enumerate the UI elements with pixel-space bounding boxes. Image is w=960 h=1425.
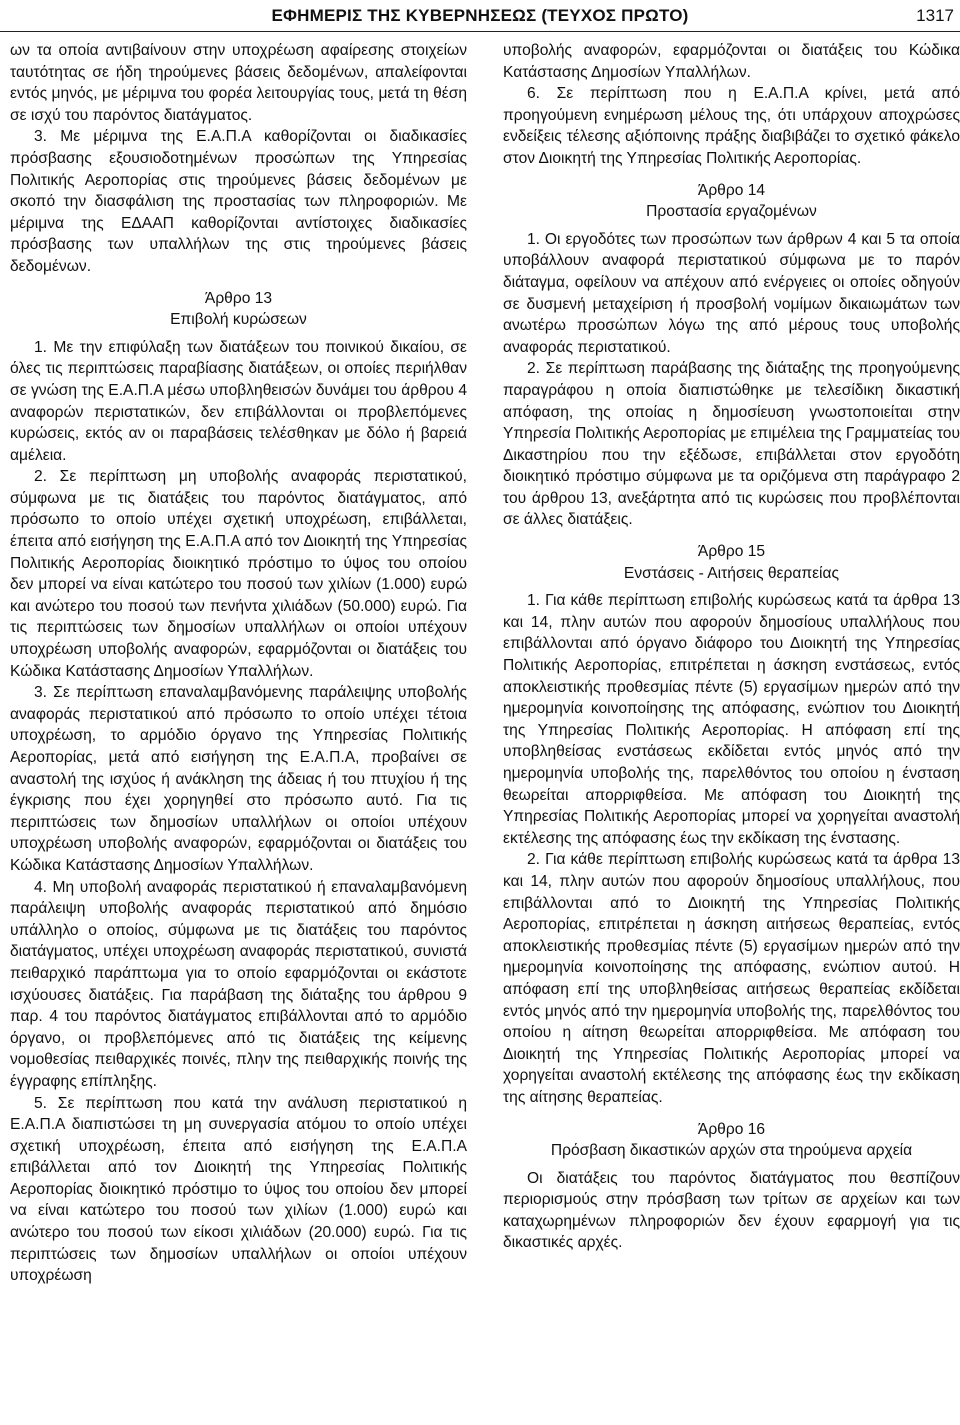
right-column	[503, 40, 960, 1422]
article-title: Προστασία εργαζομένων	[646, 203, 817, 221]
article-heading: Άρθρο 15	[697, 543, 766, 561]
article-heading: Άρθρο 13	[204, 289, 273, 307]
paragraph: 4. Μη υποβολή αναφοράς περιστατικού ή επαναλαμβανόμενη παράλειψη υποβολής αναφοράς περιστατικού από δημόσιο υπάλληλο ο οποίος, σύμφωνα με τις διατάξεις του παρόντος διατάγματος, υπέχει υποχρέωση αναφοράς περιστατικού, συνιστά πειθαρχικό παράπτωμα για το οποίο εφαρμόζονται οι εκάστοτε ισχύουσες διατάξεις. Για παράβαση της διάταξης του άρθρου 9 παρ. 4 του παρόντος διατάγματος επιβάλλονται από το αρμόδιο όργανο, οι προβλεπόμενες από τις διατάξεις της κείμενης νομοθεσίας πειθαρχικές ποινές, πλην της πειθαρχικής ποινής της έγγραφης επίπληξης.	[10, 878, 467, 1090]
article-title: Ενστάσεις - Αιτήσεις θεραπείας	[623, 564, 840, 582]
paragraph: Οι διατάξεις του παρόντος διατάγματος που θεσπίζουν περιορισμούς στην πρόσβαση των τρίτων σε αρχείων και των καταχωρημένων πληροφοριών δεν έχουν εφαρμογή για τις δικαστικές αρχές.	[503, 1169, 960, 1252]
page-number: 1317	[916, 6, 954, 25]
paragraph: 6. Σε περίπτωση που η Ε.Α.Π.Α κρίνει, μετά από προηγούμενη ενημέρωση μέλους της, ότι υπάρχουν αποχρώσες ενδείξεις τέλεσης αξιόποινης πράξης διαβιβάζει το σχετικό φάκελο στον Διοικητή της Υπηρεσίας Πολιτικής Αεροπορίας.	[503, 85, 960, 167]
article-heading: Άρθρο 14	[697, 181, 766, 199]
gazette-title: ΕΦΗΜΕΡΙΣ ΤΗΣ ΚΥΒΕΡΝΗΣΕΩΣ (ΤΕΥΧΟΣ ΠΡΩΤΟ)	[271, 6, 689, 25]
paragraph: 1. Οι εργοδότες των προσώπων των άρθρων 4 και 5 τα οποία υποβάλλουν αναφορά περιστατικού σύμφωνα με το παρόν διάταγμα, οφείλουν να απέχουν από ενέργειες οι οποίες οδηγούν σε δυσμενή μεταχείριση ή προσβολή νομίμων δικαιωμάτων των ανωτέρω προσώπων λόγω της από μέρους τους υποβολής αναφοράς περιστατικού.	[503, 230, 960, 356]
article-heading: Άρθρο 16	[697, 1120, 766, 1138]
paragraph: 1. Για κάθε περίπτωση επιβολής κυρώσεως κατά τα άρθρα 13 και 14, πλην αυτών που αφορούν δημοσίους υπαλλήλους που επιβάλλονται από όργανο διάφορο του Διοικητή της Υπηρεσίας Πολιτικής Αεροπορίας, επιτρέπεται η άσκηση ενστάσεως, εντός αποκλειστικής προθεσμίας πέντε (5) εργασίμων ημερών από την ημερομηνία κοινοποίησης της απόφασης, ενώπιον του Διοικητή της Υπηρεσίας Πολιτικής Αεροπορίας. Η απόφαση επί της υποβληθείσας ενστάσεως εκδίδεται εντός μηνός από την ημερομηνία υποβολής της, παρελθόντος του οποίου η ένσταση θεωρείται απορριφθείσα. Με απόφαση του Διοικητή της Υπηρεσίας Πολιτικής Αεροπορίας μπορεί να χορηγείται αναστολή εκτέλεσης της απόφασης έως την εκδίκαση της ένστασης.	[503, 592, 960, 847]
continued-paragraph: ων τα οποία αντιβαίνουν στην υποχρέωση αφαίρεσης στοιχείων ταυτότητας σε ήδη τηρούμενες βάσεις δεδομένων, απαλείφονται εντός μηνός, με μέριμνα του φορέα λειτουργίας τους, μετά τη θέση σε ισχύ του παρόντος διατάγματος.	[10, 42, 467, 124]
paragraph: 2. Για κάθε περίπτωση επιβολής κυρώσεως κατά τα άρθρα 13 και 14, πλην αυτών που αφορούν δημοσίους υπαλλήλους, που επιβάλλονται από το Διοικητή της Υπηρεσίας Πολιτικής Αεροπορίας, επιτρέπεται η άσκηση αιτήσεως θεραπείας, εντός αποκλειστικής προθεσμίας πέντε (5) εργασίμων ημερών από την ημερομηνία κοινοποίησης της απόφασης, ενώπιον αυτού. Η απόφαση επί της υποβληθείσας αιτήσεως θεραπείας εκδίδεται εντός μηνός από την ημερομηνία υποβολής της, παρελθόντος του οποίου η αίτηση θεωρείται απορριφθείσα. Με απόφαση του Διοικητή της Υπηρεσίας Πολιτικής Αεροπορίας μπορεί να χορηγείται αναστολή εκτέλεσης της απόφασης έως την εκδίκαση της αίτησης θεραπείας.	[503, 851, 960, 1106]
left-column	[10, 40, 467, 1422]
article-title: Επιβολή κυρώσεων	[170, 311, 307, 329]
header-divider	[0, 31, 960, 32]
paragraph: 3. Με μέριμνα της Ε.Α.Π.Α καθορίζονται οι διαδικασίες πρόσβασης εξουσιοδοτημένων προσώπων της Υπηρεσίας Πολιτικής Αεροπορίας στις τηρούμενες βάσεις δεδομένων με σκοπό την διασφάλιση της προστασίας των πληροφοριών. Με μέριμνα της ΕΔΑΑΠ καθορίζονται αντίστοιχες διαδικασίες πρόσβασης των υπαλλήλων της στις τηρούμενες βάσεις δεδομένων.	[10, 128, 467, 275]
paragraph: 2. Σε περίπτωση μη υποβολής αναφοράς περιστατικού, σύμφωνα με τις διατάξεις του παρόντος διατάγματος, από πρόσωπο το οποίο υπέχει σχετική υποχρέωση, επιβάλλεται, έπειτα από εισήγηση της Ε.Α.Π.Α από τον Διοικητή της Υπηρεσίας Πολιτικής Αεροπορίας διοικητικό πρόστιμο το ύψος του οποίου δεν μπορεί να είναι κατώτερο του ποσού των χιλίων (1.000) ευρώ και ανώτερο του ποσού των πενήντα χιλιάδων (50.000) ευρώ. Για τις περιπτώσεις των δημοσίων υπαλλήλων οι οποίοι υπέχουν υποχρέωση υποβολής αναφορών, εφαρμόζονται οι διατάξεις του Κώδικα Κατάστασης Δημοσίων Υπαλλήλων.	[10, 468, 467, 680]
article-title: Πρόσβαση δικαστικών αρχών στα τηρούμενα αρχεία	[550, 1142, 913, 1160]
paragraph: 1. Με την επιφύλαξη των διατάξεων του ποινικού δικαίου, σε όλες τις περιπτώσεις παραβίασης διατάξεων, οι οποίες περιήλθαν σε γνώση της Ε.Α.Π.Α μέσω υποβληθεισών δυνάμει του άρθρου 4 αναφορών περιστατικών, δεν επιβάλλονται οι προβλεπόμενες κυρώσεις, εκτός αν οι παραβάσεις τελέσθηκαν με δόλο ή βαρειά αμέλεια.	[10, 338, 467, 464]
paragraph: 2. Σε περίπτωση παράβασης της διάταξης της προηγούμενης παραγράφου η οποία διαπιστώθηκε με τελεσίδικη δικαστική απόφαση, της οποίας η δημοσίευση γνωστοποιείται στην Υπηρεσία Πολιτικής Αεροπορίας με επιμέλεια της Γραμματείας του Δικαστηρίου που την εξέδωσε, επιβάλλεται στον εργοδότη διοικητικό πρόστιμο σύμφωνα με τα οριζόμενα στη παράγραφο 2 του άρθρου 13, ανεξάρτητα από τις κυρώσεις που προβλέπονται σε άλλες διατάξεις.	[503, 360, 960, 529]
page-header	[0, 0, 960, 34]
paragraph: 5. Σε περίπτωση που κατά την ανάλυση περιστατικού η Ε.Α.Π.Α διαπιστώσει τη μη συνεργασία ατόμου το οποίο υπέχει σχετική υποχρέωση, έπειτα από εισήγηση της Ε.Α.Π.Α επιβάλλεται από τον Διοικητή της Υπηρεσίας Πολιτικής Αεροπορίας διοικητικό πρόστιμο το ύψος του οποίου δεν μπορεί να είναι κατώτερο του ποσού των χιλίων (1.000) ευρώ και ανώτερο του ποσού των είκοσι χιλιάδων (20.000) ευρώ. Για τις περιπτώσεις των δημοσίων υπαλλήλων οι οποίοι υπέχουν υποχρέωση	[10, 1094, 467, 1285]
continued-paragraph: υποβολής αναφορών, εφαρμόζονται οι διατάξεις του Κώδικα Κατάστασης Δημοσίων Υπαλλήλων.	[503, 42, 960, 81]
paragraph: 3. Σε περίπτωση επαναλαμβανόμενης παράλειψης υποβολής αναφοράς περιστατικού από πρόσωπο το οποίο υπέχει τέτοια υποχρέωση, το αρμόδιο όργανο της Υπηρεσίας Πολιτικής Αεροπορίας, μετά από εισήγηση της Ε.Α.Π.Α, προβαίνει σε αναστολή της ισχύος ή ανάκληση της άδειας ή του πτυχίου ή της έγκρισης που έχει χορηγηθεί στο πρόσωπο αυτό. Για τις περιπτώσεις των δημοσίων υπαλλήλων οι οποίοι υπέχουν υποχρέωση υποβολής αναφορών, εφαρμόζονται οι διατάξεις του Κώδικα Κατάστασης Δημοσίων Υπαλλήλων.	[10, 684, 467, 874]
